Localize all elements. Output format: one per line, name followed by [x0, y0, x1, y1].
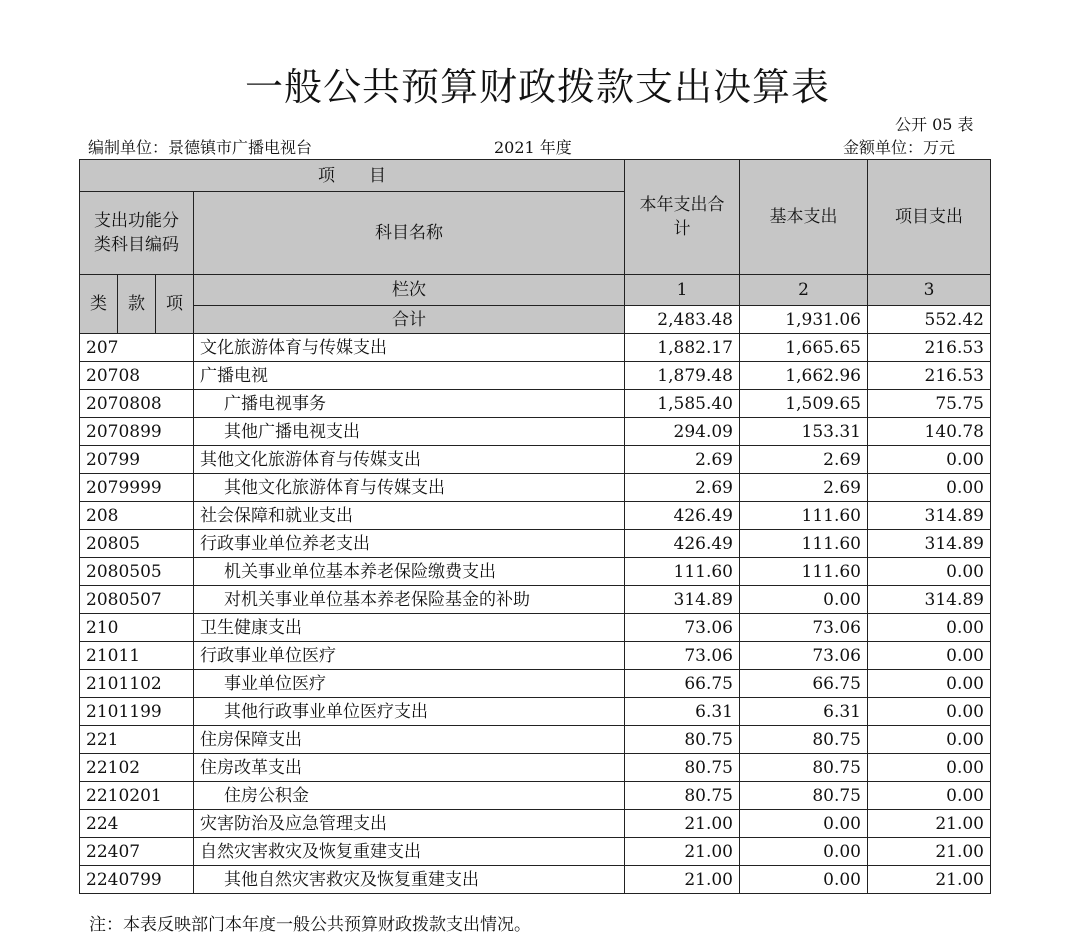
row-code: 2240799 [80, 866, 194, 894]
row-project: 0.00 [868, 754, 991, 782]
row-subject-name: 自然灾害救灾及恢复重建支出 [194, 838, 625, 866]
row-basic: 80.75 [740, 754, 868, 782]
row-project: 0.00 [868, 614, 991, 642]
budget-table [79, 159, 991, 894]
row-basic: 0.00 [740, 586, 868, 614]
row-basic: 2.69 [740, 446, 868, 474]
row-code: 20799 [80, 446, 194, 474]
row-project: 0.00 [868, 474, 991, 502]
compiling-unit: 编制单位：景德镇市广播电视台 [88, 138, 313, 157]
table-row [80, 838, 991, 866]
row-subject-name: 住房保障支出 [194, 726, 625, 754]
row-project: 0.00 [868, 698, 991, 726]
row-code: 221 [80, 726, 194, 754]
table-row [80, 474, 991, 502]
row-code: 20805 [80, 530, 194, 558]
header-subject-name: 科目名称 [194, 192, 625, 275]
row-total: 294.09 [625, 418, 740, 446]
table-row [80, 670, 991, 698]
row-total: 314.89 [625, 586, 740, 614]
fiscal-year: 2021 年度 [494, 138, 572, 157]
row-basic: 6.31 [740, 698, 868, 726]
row-subject-name: 社会保障和就业支出 [194, 502, 625, 530]
header-row-items [80, 160, 991, 192]
row-project: 314.89 [868, 502, 991, 530]
row-project: 314.89 [868, 530, 991, 558]
row-project: 216.53 [868, 362, 991, 390]
row-basic: 0.00 [740, 866, 868, 894]
row-basic: 153.31 [740, 418, 868, 446]
row-code: 2079999 [80, 474, 194, 502]
row-subject-name: 住房公积金 [194, 782, 625, 810]
total-basic: 1,931.06 [740, 306, 868, 334]
row-basic: 111.60 [740, 530, 868, 558]
row-project: 140.78 [868, 418, 991, 446]
row-code: 22102 [80, 754, 194, 782]
row-total: 426.49 [625, 502, 740, 530]
table-row [80, 754, 991, 782]
row-basic: 73.06 [740, 614, 868, 642]
table-row [80, 418, 991, 446]
row-code: 22407 [80, 838, 194, 866]
row-subject-name: 其他广播电视支出 [194, 418, 625, 446]
row-total: 111.60 [625, 558, 740, 586]
row-code: 207 [80, 334, 194, 362]
row-total: 66.75 [625, 670, 740, 698]
row-subject-name: 事业单位医疗 [194, 670, 625, 698]
row-subject-name: 卫生健康支出 [194, 614, 625, 642]
row-total: 2.69 [625, 474, 740, 502]
table-row [80, 502, 991, 530]
row-total: 1,882.17 [625, 334, 740, 362]
row-project: 0.00 [868, 558, 991, 586]
table-number: 公开 05 表 [895, 115, 974, 134]
row-basic: 80.75 [740, 782, 868, 810]
row-code: 2080505 [80, 558, 194, 586]
row-project: 75.75 [868, 390, 991, 418]
row-subject-name: 广播电视事务 [194, 390, 625, 418]
col-number-1: 1 [625, 275, 740, 306]
row-total: 80.75 [625, 726, 740, 754]
row-basic: 2.69 [740, 474, 868, 502]
col-number-3: 3 [868, 275, 991, 306]
row-total: 426.49 [625, 530, 740, 558]
row-subject-name: 其他自然灾害救灾及恢复重建支出 [194, 866, 625, 894]
page-title: 一般公共预算财政拨款支出决算表 [244, 65, 830, 109]
row-basic: 0.00 [740, 810, 868, 838]
row-code: 2101199 [80, 698, 194, 726]
row-code: 20708 [80, 362, 194, 390]
row-subject-name: 文化旅游体育与传媒支出 [194, 334, 625, 362]
row-basic: 1,509.65 [740, 390, 868, 418]
row-project: 0.00 [868, 446, 991, 474]
table-row [80, 446, 991, 474]
row-code: 21011 [80, 642, 194, 670]
row-code: 224 [80, 810, 194, 838]
row-total: 21.00 [625, 810, 740, 838]
row-project: 0.00 [868, 782, 991, 810]
row-code: 2070899 [80, 418, 194, 446]
table-row [80, 334, 991, 362]
header-basic: 基本支出 [740, 160, 868, 275]
header-total: 本年支出合计 [625, 160, 740, 275]
header-lanci: 栏次 [194, 275, 625, 306]
row-basic: 1,665.65 [740, 334, 868, 362]
row-subject-name: 机关事业单位基本养老保险缴费支出 [194, 558, 625, 586]
row-project: 314.89 [868, 586, 991, 614]
row-subject-name: 行政事业单位养老支出 [194, 530, 625, 558]
footnote: 注：本表反映部门本年度一般公共预算财政拨款支出情况。 [89, 915, 531, 935]
row-basic: 66.75 [740, 670, 868, 698]
header-project: 项目支出 [868, 160, 991, 275]
row-total: 80.75 [625, 782, 740, 810]
table-row [80, 810, 991, 838]
row-project: 21.00 [868, 810, 991, 838]
row-total: 21.00 [625, 866, 740, 894]
row-subject-name: 其他文化旅游体育与传媒支出 [194, 446, 625, 474]
row-basic: 73.06 [740, 642, 868, 670]
row-project: 0.00 [868, 642, 991, 670]
row-subject-name: 灾害防治及应急管理支出 [194, 810, 625, 838]
table-row [80, 782, 991, 810]
row-code: 2101102 [80, 670, 194, 698]
row-total: 80.75 [625, 754, 740, 782]
table-row [80, 390, 991, 418]
row-basic: 111.60 [740, 558, 868, 586]
row-basic: 111.60 [740, 502, 868, 530]
row-project: 0.00 [868, 726, 991, 754]
row-code: 2070808 [80, 390, 194, 418]
table-row [80, 614, 991, 642]
row-subject-name: 其他文化旅游体育与传媒支出 [194, 474, 625, 502]
header-xiang: 项 [156, 275, 194, 334]
header-row-lanci [80, 275, 991, 306]
row-subject-name: 住房改革支出 [194, 754, 625, 782]
row-total: 2.69 [625, 446, 740, 474]
table-row [80, 642, 991, 670]
table-body [80, 160, 991, 894]
table-row [80, 586, 991, 614]
row-subject-name: 对机关事业单位基本养老保险基金的补助 [194, 586, 625, 614]
row-basic: 0.00 [740, 838, 868, 866]
row-subject-name: 其他行政事业单位医疗支出 [194, 698, 625, 726]
row-total: 21.00 [625, 838, 740, 866]
header-func-code: 支出功能分类科目编码 [80, 192, 194, 275]
header-kuan: 款 [118, 275, 156, 334]
total-sum: 2,483.48 [625, 306, 740, 334]
table-row [80, 362, 991, 390]
total-project: 552.42 [868, 306, 991, 334]
total-row [80, 306, 991, 334]
row-total: 73.06 [625, 614, 740, 642]
table-row [80, 558, 991, 586]
row-project: 0.00 [868, 670, 991, 698]
amount-unit: 金额单位：万元 [843, 138, 956, 157]
row-subject-name: 广播电视 [194, 362, 625, 390]
row-code: 2210201 [80, 782, 194, 810]
row-code: 2080507 [80, 586, 194, 614]
row-total: 73.06 [625, 642, 740, 670]
col-number-2: 2 [740, 275, 868, 306]
row-project: 21.00 [868, 866, 991, 894]
row-code: 208 [80, 502, 194, 530]
row-project: 216.53 [868, 334, 991, 362]
header-lei: 类 [80, 275, 118, 334]
header-item: 项 目 [80, 160, 625, 192]
table-row [80, 530, 991, 558]
row-total: 1,879.48 [625, 362, 740, 390]
row-total: 6.31 [625, 698, 740, 726]
row-project: 21.00 [868, 838, 991, 866]
total-label: 合计 [194, 306, 625, 334]
row-basic: 80.75 [740, 726, 868, 754]
table-row [80, 726, 991, 754]
row-total: 1,585.40 [625, 390, 740, 418]
row-subject-name: 行政事业单位医疗 [194, 642, 625, 670]
row-code: 210 [80, 614, 194, 642]
table-row [80, 866, 991, 894]
table-row [80, 698, 991, 726]
row-basic: 1,662.96 [740, 362, 868, 390]
